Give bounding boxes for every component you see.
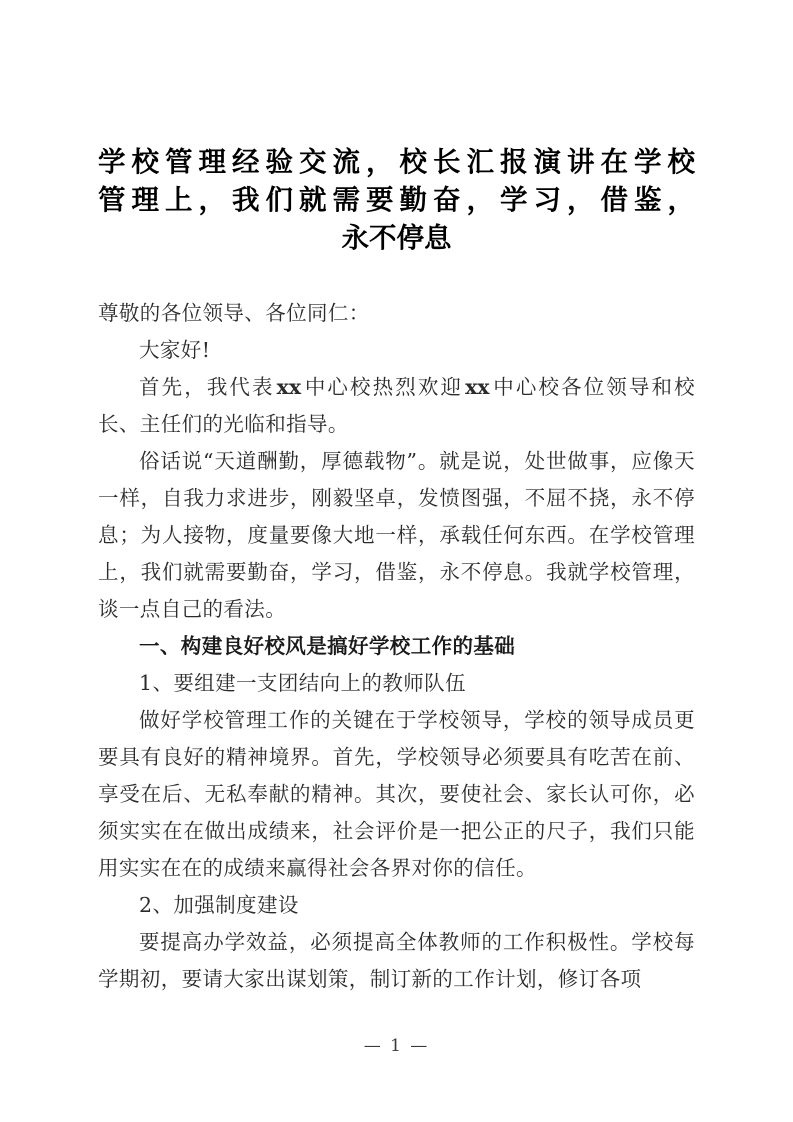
page-number-footer: — 1 — (363, 1036, 430, 1056)
welcome-seg-3: 中心校各位领导和校长、主任们的光临和指导。 (98, 375, 695, 436)
paragraph-subsection-1-2-body: 要提高办学效益，必须提高全体教师的工作积极性。学校每学期初，要请大家出谋划策，制订新的工作计划，修订各项 (98, 930, 695, 991)
page-content (98, 0, 695, 998)
title-line-2: 管理上，我们就需要勤奋，学习，借鉴， (98, 184, 695, 216)
section-heading-1: 一、构建良好校风是搞好学校工作的基础 (139, 634, 516, 658)
title-line-1: 学校管理经验交流，校长汇报演讲在学校 (98, 146, 695, 178)
paragraph-salutation: 尊敬的各位领导、各位同仁： (98, 301, 370, 325)
paragraph-welcome (98, 369, 695, 443)
paragraph-proverb: 俗话说“天道酬勤，厚德载物”。就是说，处世做事，应像天一样，自我力求进步，刚毅坚卓，发愤图强，不屈不挠，永不停息；为人接物，度量要像大地一样，承载任何东西。在学校管理上，我们就需要勤奋，学习，借鉴，永不停息。我就学校管理，谈一点自己的看法。 (98, 449, 695, 621)
welcome-seg-2: 中心校热烈欢迎 (303, 375, 464, 399)
paragraph-subsection-1-1-body: 做好学校管理工作的关键在于学校领导，学校的领导成员更要具有良好的精神境界。首先，学校领导必须要具有吃苦在前、享受在后、无私奉献的精神。其次，要使社会、家长认可你，必须实实在在做出成绩来，社会评价是一把公正的尺子，我们只能用实实在在的成绩来赢得社会各界对你的信任。 (98, 708, 695, 880)
welcome-placeholder-2: xx (465, 375, 490, 399)
welcome-seg-1: 首先，我代表 (139, 375, 275, 399)
subsection-heading-1-1: 1、要组建一支团结向上的教师队伍 (139, 671, 466, 695)
page-title (98, 0, 695, 257)
document-body (98, 295, 695, 998)
paragraph-greeting: 大家好! (139, 338, 211, 362)
welcome-placeholder-1: xx (276, 375, 302, 399)
title-line-3: 永不停息 (341, 222, 452, 254)
subsection-heading-1-2: 2、加强制度建设 (139, 893, 299, 917)
